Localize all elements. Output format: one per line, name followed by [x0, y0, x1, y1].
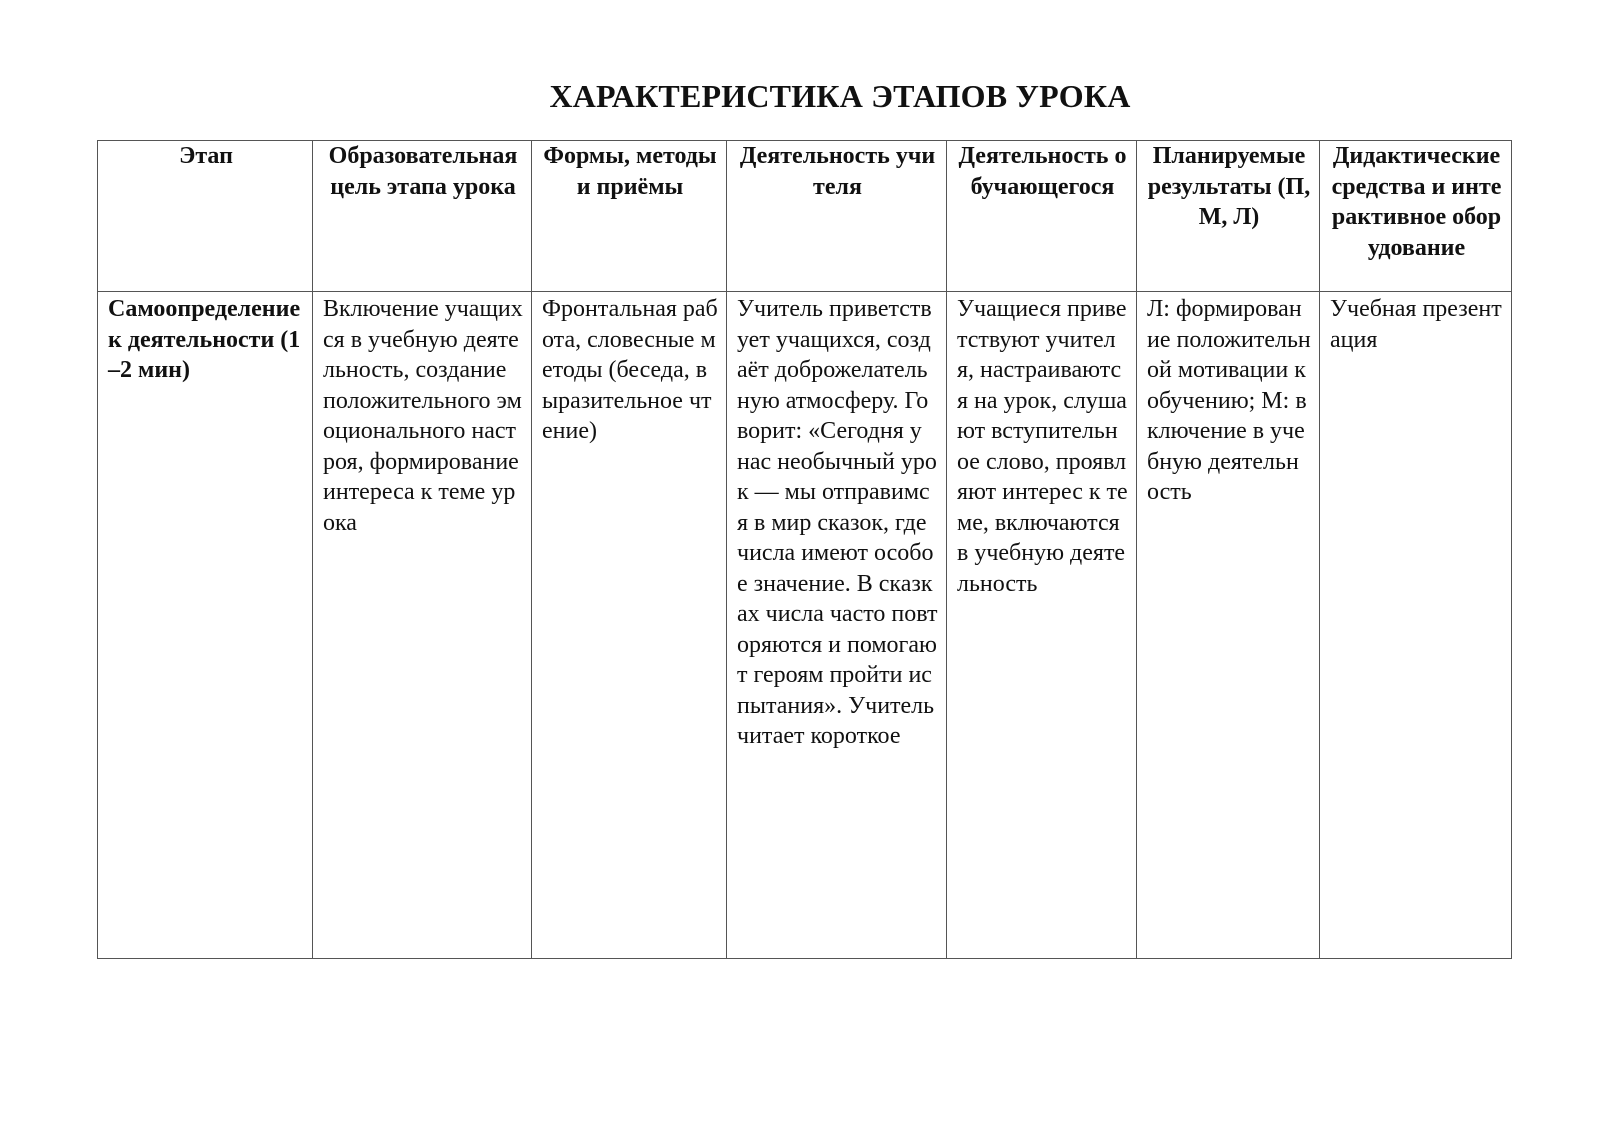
cell-didactic-tools: Учебная презентация: [1320, 292, 1512, 959]
header-stage: Этап: [98, 141, 313, 292]
header-didactic-tools: Дидактические средства и интерактивное оборудование: [1320, 141, 1512, 292]
header-methods: Формы, методы и приёмы: [532, 141, 727, 292]
cell-teacher-activity: Учитель приветствует учащихся, создаёт доброжелательную атмосферу. Говорит: «Сегодня у нас необычный урок — мы отправимся в мир сказок, где числа имеют особое значение. В сказках числа часто повторяются и помогают героям пройти испытания». Учитель читает короткое: [727, 292, 947, 959]
cell-planned-results: Л: формирование положительной мотивации к обучению; М: включение в учебную деятельность: [1137, 292, 1320, 959]
header-planned-results: Планируемые результаты (П, М, Л): [1137, 141, 1320, 292]
table-row: [98, 292, 1512, 959]
lesson-stages-table: [97, 140, 1512, 959]
header-teacher-activity: Деятельность учителя: [727, 141, 947, 292]
cell-methods: Фронтальная работа, словесные методы (беседа, выразительное чтение): [532, 292, 727, 959]
cell-student-activity: Учащиеся приветствуют учителя, настраиваются на урок, слушают вступительное слово, проявляют интерес к теме, включаются в учебную деятельность: [947, 292, 1137, 959]
header-student-activity: Деятельность обучающегося: [947, 141, 1137, 292]
cell-stage: Самоопределение к деятельности (1–2 мин): [98, 292, 313, 959]
document-title: ХАРАКТЕРИСТИКА ЭТАПОВ УРОКА: [549, 78, 1131, 114]
header-goal: Образовательная цель этапа урока: [313, 141, 532, 292]
table-header-row: [98, 141, 1512, 292]
cell-goal: Включение учащихся в учебную деятельность, создание положительного эмоционального настроя, формирование интереса к теме урока: [313, 292, 532, 959]
